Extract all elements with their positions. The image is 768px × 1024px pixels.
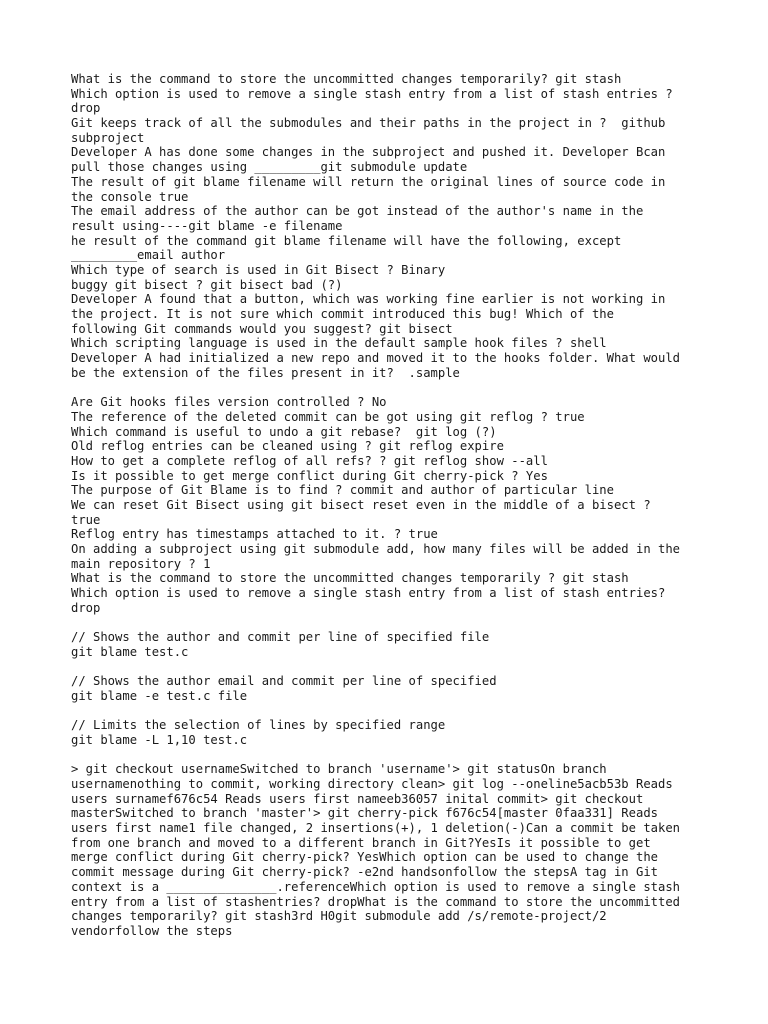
text-line: // Shows the author and commit per line of specified file (71, 630, 490, 645)
text-line: git blame -L 1,10 test.c (71, 732, 248, 747)
document-page (71, 72, 711, 939)
text-line: Which command is useful to undo a git rebase? git log (?) (71, 424, 497, 439)
text-line: drop (71, 600, 101, 615)
text-line: Is it possible to get merge conflict during Git cherry-pick ? Yes (71, 468, 548, 483)
text-line: // Shows the author email and commit per line of specified (71, 674, 497, 689)
text-line: Git keeps track of all the submodules and their paths in the project in ? github (71, 116, 666, 131)
text-line: drop (71, 101, 101, 116)
text-line: Are Git hooks files version controlled ? No (71, 395, 387, 410)
text-line: > git checkout usernameSwitched to branch 'username'> git statusOn branch (71, 762, 607, 777)
text-line: vendorfollow the steps (71, 923, 233, 938)
blank-line (71, 704, 711, 719)
blank-line (71, 748, 711, 763)
text-line: usernamenothing to commit, working directory clean> git log --oneline5acb53b Reads (71, 777, 673, 791)
text-line: The purpose of Git Blame is to find ? commit and author of particular line (71, 483, 614, 498)
text-line: _________email author (71, 248, 226, 263)
text-line: buggy git bisect ? git bisect bad (?) (71, 277, 343, 292)
text-line: Developer A has done some changes in the subproject and pushed it. Developer Bcan (71, 145, 666, 160)
text-line: masterSwitched to branch 'master'> git cherry-pick f676c54[master 0faa331] Reads (71, 806, 658, 821)
text-line: The result of git blame filename will return the original lines of source code in (71, 174, 666, 189)
document-text-body (71, 72, 711, 939)
text-line: Old reflog entries can be cleaned using ? git reflog expire (71, 439, 504, 454)
text-line: merge conflict during Git cherry-pick? YesWhich option can be used to change the (71, 850, 658, 865)
text-line: Reflog entry has timestamps attached to it. ? true (71, 527, 438, 542)
text-line: pull those changes using _________git submodule update (71, 160, 468, 175)
text-line: main repository ? 1 (71, 556, 211, 571)
text-line: How to get a complete reflog of all refs? ? git reflog show --all (71, 453, 548, 468)
text-line: The reference of the deleted commit can be got using git reflog ? true (71, 409, 585, 424)
blank-line (71, 660, 711, 675)
text-line: Developer A found that a button, which was working fine earlier is not working in (71, 292, 666, 307)
text-line: What is the command to store the uncommitted changes temporarily ? git stash (71, 571, 629, 586)
text-line: commit message during Git cherry-pick? -e2nd handsonfollow the stepsA tag in Git (71, 865, 658, 880)
text-line: git blame -e test.c file (71, 688, 248, 703)
text-line: Which scripting language is used in the default sample hook files ? shell (71, 336, 607, 351)
text-line: git blame test.c (71, 644, 189, 659)
text-line: On adding a subproject using git submodule add, how many files will be added in the (71, 542, 681, 556)
text-line: following Git commands would you suggest? git bisect (71, 321, 453, 336)
text-line: users surnamef676c54 Reads users first nameeb36057 inital commit> git checkout (71, 791, 644, 806)
text-line: the console true (71, 189, 189, 204)
blank-line (71, 615, 711, 630)
text-line: context is a _______________.referenceWhich option is used to remove a single stash (71, 879, 681, 894)
text-line: Which option is used to remove a single stash entry from a list of stash entries ? (71, 86, 673, 101)
text-line: he result of the command git blame filename will have the following, except (71, 233, 622, 248)
text-line: be the extension of the files present in it? .sample (71, 365, 460, 380)
text-line: The email address of the author can be got instead of the author's name in the (71, 204, 644, 219)
text-line: What is the command to store the uncommitted changes temporarily? git stash (71, 72, 622, 86)
text-line: the project. It is not sure which commit introduced this bug! Which of the (71, 307, 614, 321)
text-line: We can reset Git Bisect using git bisect reset even in the middle of a bisect ? (71, 497, 651, 512)
text-line: Which option is used to remove a single stash entry from a list of stash entries? (71, 586, 666, 601)
text-line: users first name1 file changed, 2 insertions(+), 1 deletion(-)Can a commit be taken (71, 821, 681, 836)
text-line: from one branch and moved to a different branch in Git?YesIs it possible to get (71, 835, 651, 850)
text-line: changes temporarily? git stash3rd H0git submodule add /s/remote-project/2 (71, 909, 607, 924)
text-line: Which type of search is used in Git Bisect ? Binary (71, 262, 446, 277)
text-line: // Limits the selection of lines by specified range (71, 718, 446, 733)
text-line: result using----git blame -e filename (71, 218, 343, 233)
text-line: true (71, 512, 101, 527)
text-line: subproject (71, 130, 145, 145)
text-line: entry from a list of stashentries? dropWhat is the command to store the uncommitted (71, 894, 681, 909)
text-line: Developer A had initialized a new repo and moved it to the hooks folder. What would (71, 351, 681, 366)
blank-line (71, 380, 711, 395)
